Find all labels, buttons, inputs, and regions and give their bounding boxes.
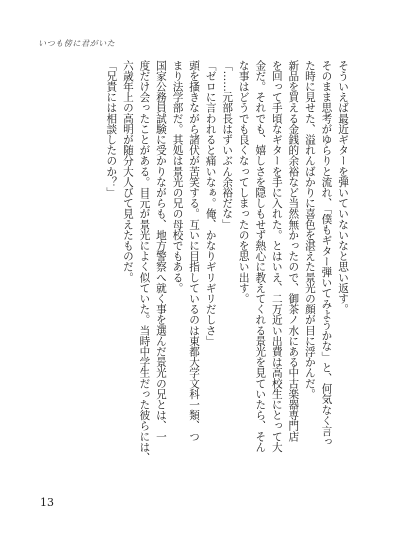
text-line: 頭を搔きながら諸伏が苦笑する。互いに目指しているのは東都大学文科一類、つ <box>188 60 201 442</box>
text-line: 度だけ会ったことがある。目元が景光によく似ていた。当時中学生だった彼らには、 <box>138 60 151 463</box>
text-line: 金だ。それでも、嬉しさを隠しもせず熱心に教えてくれる景光を見ていたら、そん <box>254 60 267 453</box>
text-line: そのまま思考がゆらりと流れ、「僕もギター弾いてみようかな」と、何気なく言っ <box>320 60 333 447</box>
running-header-title: いつも傍に君がいた <box>38 39 116 48</box>
text-line: 国家公務員試験に受かりながらも、地方警察へ就く事を選んだ景光の兄とは、一 <box>154 60 167 442</box>
text-line: 六歳年上の高明が随分大人びて見えたものだ。 <box>121 60 134 283</box>
vertical-body-text <box>53 60 351 464</box>
text-line: そういえば最近ギターを弾いていないなと思い返す。 <box>337 60 349 315</box>
text-line: な事はどうでも良くなってしまったのを思い出す。 <box>237 60 250 304</box>
text-line: 「兄貴には相談したのか？」 <box>105 60 118 198</box>
text-line: 「……元部長はずいぶん余裕だな」 <box>221 60 234 230</box>
page-number: 13 <box>40 496 54 509</box>
text-line: 新品を買える金銭的余裕など当然無かったので、御茶ノ水にある中古楽器専門店 <box>287 60 300 442</box>
text-line: を回って手頃なギターを手に入れた。とはいえ、二万近い出費は高校生にとって大 <box>270 60 283 453</box>
text-line: 「ゼロに言われると痛いなぁ。俺、かなりギリギリだしさ」 <box>204 60 217 347</box>
text-line: た時に見せた、溢れんばかりに喜色を湛えた景光の顔が目に浮かんだ。 <box>303 60 316 400</box>
text-line: まり法学部だ。其処は景光の兄の母校でもある。 <box>171 60 184 294</box>
